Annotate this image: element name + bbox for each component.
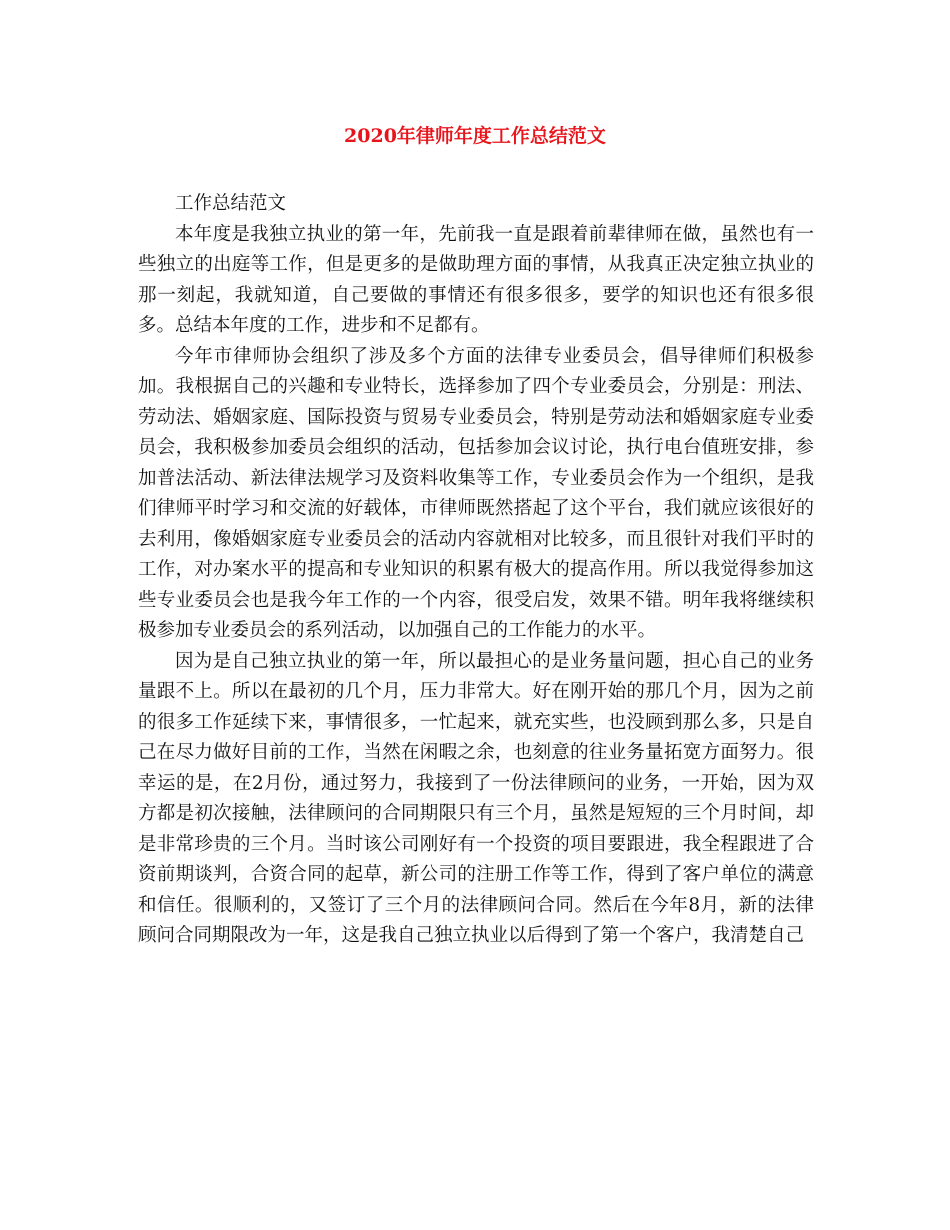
paragraph: 本年度是我独立执业的第一年，先前我一直是跟着前辈律师在做，虽然也有一些独立的出庭等工作，但是更多的是做助理方面的事情，从我真正决定独立执业的那一刻起，我就知道，自己要做的事情还有很多很多，要学的知识也还有很多很多。总结本年度的工作，进步和不足都有。 — [138, 223, 814, 336]
paragraph: 今年市律师协会组织了涉及多个方面的法律专业委员会，倡导律师们积极参加。我根据自己的兴趣和专业特长，选择参加了四个专业委员会，分别是：刑法、劳动法、婚姻家庭、国际投资与贸易专业委员会，特别是劳动法和婚姻家庭专业委员会，我积极参加委员会组织的活动，包括参加会议讨论，执行电台值班安排，参加普法活动、新法律法规学习及资料收集等工作，专业委员会作为一个组织，是我们律师平时学习和交流的好载体，市律师既然搭起了这个平台，我们就应该很好的去利用，像婚姻家庭专业委员会的活动内容就相对比较多，而且很针对我们平时的工作，对办案水平的提高和专业知识的积累有极大的提高作用。所以我觉得参加这些专业委员会也是我今年工作的一个内容，很受启发，效果不错。明年我将继续积极参加专业委员会的系列活动，以加强自己的工作能力的水平。 — [138, 345, 814, 641]
document-body — [138, 189, 814, 952]
paragraph-heading: 工作总结范文 — [175, 193, 287, 214]
document-title: 2020年律师年度工作总结范文 — [344, 125, 606, 147]
paragraph: 因为是自己独立执业的第一年，所以最担心的是业务量问题，担心自己的业务量跟不上。所以在最初的几个月，压力非常大。好在刚开始的那几个月，因为之前的很多工作延续下来，事情很多，一忙起来，就充实些，也没顾到那么多，只是自己在尽力做好目前的工作，当然在闲暇之余，也刻意的往业务量拓宽方面努力。很幸运的是，在2月份，通过努力，我接到了一份法律顾问的业务，一开始，因为双方都是初次接触，法律顾问的合同期限只有三个月，虽然是短短的三个月时间，却是非常珍贵的三个月。当时该公司刚好有一个投资的项目要跟进，我全程跟进了合资前期谈判，合资合同的起草，新公司的注册工作等工作，得到了客户单位的满意和信任。很顺利的，又签订了三个月的法律顾问合同。然后在今年8月，新的法律顾问合同期限改为一年，这是我自己独立执业以后得到了第一个客户，我清楚自己 — [138, 650, 814, 946]
